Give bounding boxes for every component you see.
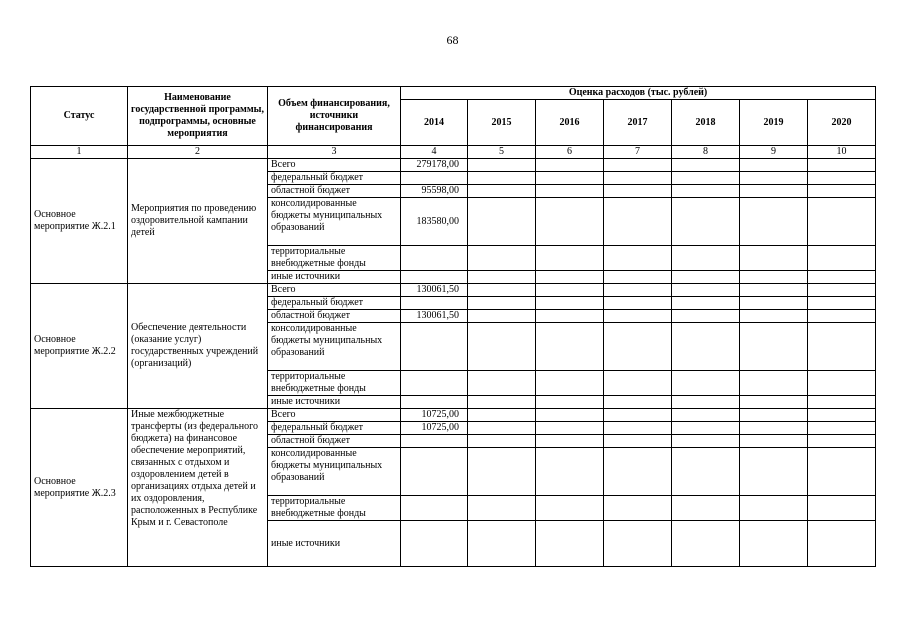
- value-2014-cell: [401, 435, 468, 448]
- empty-value-cell: [740, 409, 808, 422]
- empty-value-cell: [672, 409, 740, 422]
- status-cell: Основное мероприятие Ж.2.2: [31, 284, 128, 409]
- empty-value-cell: [808, 371, 876, 396]
- empty-value-cell: [604, 521, 672, 567]
- empty-value-cell: [808, 297, 876, 310]
- empty-value-cell: [672, 521, 740, 567]
- value-2014-cell: [401, 448, 468, 496]
- source-cell: Всего: [268, 409, 401, 422]
- empty-value-cell: [808, 448, 876, 496]
- value-2014-cell: 279178,00: [401, 159, 468, 172]
- empty-value-cell: [468, 284, 536, 297]
- empty-value-cell: [808, 435, 876, 448]
- empty-value-cell: [672, 310, 740, 323]
- column-number: 2: [128, 146, 268, 159]
- header-year: 2015: [468, 100, 536, 146]
- empty-value-cell: [740, 284, 808, 297]
- empty-value-cell: [808, 159, 876, 172]
- header-year: 2019: [740, 100, 808, 146]
- empty-value-cell: [468, 409, 536, 422]
- empty-value-cell: [672, 297, 740, 310]
- value-2014-cell: [401, 521, 468, 567]
- header-year: 2016: [536, 100, 604, 146]
- empty-value-cell: [536, 246, 604, 271]
- status-cell: Основное мероприятие Ж.2.1: [31, 159, 128, 284]
- column-number: 9: [740, 146, 808, 159]
- empty-value-cell: [604, 496, 672, 521]
- measure-name-cell: Иные межбюджетные трансферты (из федерального бюджета) на финансовое обеспечение мероприятий, связанных с отдыхом и оздоровлением детей в организациях отдыха детей и их оздоровления, расположенных в Республике Крым и г. Севастополе: [128, 409, 268, 567]
- empty-value-cell: [536, 271, 604, 284]
- empty-value-cell: [468, 198, 536, 246]
- source-cell: консолидированные бюджеты муниципальных образований: [268, 448, 401, 496]
- financing-table: [30, 86, 876, 567]
- empty-value-cell: [740, 496, 808, 521]
- empty-value-cell: [536, 159, 604, 172]
- empty-value-cell: [672, 271, 740, 284]
- table-body: [31, 159, 876, 567]
- source-cell: областной бюджет: [268, 310, 401, 323]
- empty-value-cell: [536, 198, 604, 246]
- empty-value-cell: [672, 198, 740, 246]
- column-number: 10: [808, 146, 876, 159]
- empty-value-cell: [468, 435, 536, 448]
- table-row: [31, 409, 876, 422]
- value-2014-cell: 10725,00: [401, 422, 468, 435]
- header-year: 2018: [672, 100, 740, 146]
- empty-value-cell: [604, 435, 672, 448]
- empty-value-cell: [740, 323, 808, 371]
- column-number: 5: [468, 146, 536, 159]
- empty-value-cell: [536, 371, 604, 396]
- source-cell: иные источники: [268, 271, 401, 284]
- empty-value-cell: [536, 496, 604, 521]
- empty-value-cell: [672, 496, 740, 521]
- empty-value-cell: [740, 521, 808, 567]
- column-number: 8: [672, 146, 740, 159]
- empty-value-cell: [808, 396, 876, 409]
- empty-value-cell: [468, 396, 536, 409]
- empty-value-cell: [808, 496, 876, 521]
- column-number: 4: [401, 146, 468, 159]
- value-2014-cell: [401, 271, 468, 284]
- empty-value-cell: [672, 284, 740, 297]
- empty-value-cell: [604, 371, 672, 396]
- empty-value-cell: [672, 396, 740, 409]
- value-2014-cell: [401, 323, 468, 371]
- empty-value-cell: [672, 172, 740, 185]
- source-cell: федеральный бюджет: [268, 297, 401, 310]
- empty-value-cell: [468, 185, 536, 198]
- empty-value-cell: [808, 409, 876, 422]
- source-cell: областной бюджет: [268, 435, 401, 448]
- empty-value-cell: [604, 310, 672, 323]
- empty-value-cell: [672, 448, 740, 496]
- empty-value-cell: [604, 172, 672, 185]
- value-2014-cell: [401, 496, 468, 521]
- empty-value-cell: [604, 198, 672, 246]
- empty-value-cell: [536, 323, 604, 371]
- empty-value-cell: [740, 396, 808, 409]
- column-number-row: [31, 146, 876, 159]
- empty-value-cell: [468, 521, 536, 567]
- header-name: Наименование государственной программы, подпрограммы, основные мероприятия: [128, 87, 268, 146]
- value-2014-cell: 130061,50: [401, 310, 468, 323]
- empty-value-cell: [740, 159, 808, 172]
- empty-value-cell: [808, 310, 876, 323]
- value-2014-cell: 183580,00: [401, 198, 468, 246]
- value-2014-cell: [401, 371, 468, 396]
- empty-value-cell: [468, 172, 536, 185]
- page-number: 68: [446, 33, 459, 47]
- empty-value-cell: [740, 297, 808, 310]
- empty-value-cell: [740, 246, 808, 271]
- source-cell: консолидированные бюджеты муниципальных образований: [268, 198, 401, 246]
- empty-value-cell: [808, 323, 876, 371]
- value-2014-cell: 95598,00: [401, 185, 468, 198]
- empty-value-cell: [672, 246, 740, 271]
- empty-value-cell: [604, 422, 672, 435]
- empty-value-cell: [740, 310, 808, 323]
- empty-value-cell: [672, 422, 740, 435]
- empty-value-cell: [740, 448, 808, 496]
- empty-value-cell: [468, 371, 536, 396]
- empty-value-cell: [468, 271, 536, 284]
- source-cell: иные источники: [268, 521, 401, 567]
- empty-value-cell: [536, 310, 604, 323]
- empty-value-cell: [536, 435, 604, 448]
- empty-value-cell: [536, 521, 604, 567]
- source-cell: областной бюджет: [268, 185, 401, 198]
- empty-value-cell: [468, 323, 536, 371]
- empty-value-cell: [740, 271, 808, 284]
- empty-value-cell: [604, 284, 672, 297]
- empty-value-cell: [536, 422, 604, 435]
- empty-value-cell: [808, 185, 876, 198]
- source-cell: Всего: [268, 159, 401, 172]
- empty-value-cell: [808, 271, 876, 284]
- source-cell: консолидированные бюджеты муниципальных образований: [268, 323, 401, 371]
- empty-value-cell: [740, 422, 808, 435]
- header-year: 2020: [808, 100, 876, 146]
- header-status: Статус: [31, 87, 128, 146]
- value-2014-cell: 10725,00: [401, 409, 468, 422]
- empty-value-cell: [468, 297, 536, 310]
- empty-value-cell: [672, 323, 740, 371]
- empty-value-cell: [604, 323, 672, 371]
- empty-value-cell: [536, 409, 604, 422]
- table-row: [31, 284, 876, 297]
- table-row: [31, 159, 876, 172]
- status-cell: Основное мероприятие Ж.2.3: [31, 409, 128, 567]
- empty-value-cell: [740, 435, 808, 448]
- empty-value-cell: [740, 172, 808, 185]
- column-number: 7: [604, 146, 672, 159]
- empty-value-cell: [468, 246, 536, 271]
- value-2014-cell: [401, 396, 468, 409]
- measure-name-cell: Мероприятия по проведению оздоровительной кампании детей: [128, 159, 268, 284]
- empty-value-cell: [808, 521, 876, 567]
- header-volume: Объем финансирования, источники финансирования: [268, 87, 401, 146]
- empty-value-cell: [808, 198, 876, 246]
- empty-value-cell: [740, 371, 808, 396]
- empty-value-cell: [536, 172, 604, 185]
- empty-value-cell: [604, 409, 672, 422]
- measure-name-cell: Обеспечение деятельности (оказание услуг) государственных учреждений (организаций): [128, 284, 268, 409]
- empty-value-cell: [808, 422, 876, 435]
- empty-value-cell: [672, 371, 740, 396]
- empty-value-cell: [808, 284, 876, 297]
- empty-value-cell: [536, 396, 604, 409]
- empty-value-cell: [672, 185, 740, 198]
- source-cell: территориальные внебюджетные фонды: [268, 246, 401, 271]
- source-cell: Всего: [268, 284, 401, 297]
- empty-value-cell: [808, 172, 876, 185]
- empty-value-cell: [604, 448, 672, 496]
- empty-value-cell: [536, 284, 604, 297]
- empty-value-cell: [468, 310, 536, 323]
- source-cell: территориальные внебюджетные фонды: [268, 496, 401, 521]
- source-cell: федеральный бюджет: [268, 172, 401, 185]
- header-year: 2014: [401, 100, 468, 146]
- empty-value-cell: [672, 435, 740, 448]
- empty-value-cell: [536, 185, 604, 198]
- empty-value-cell: [536, 448, 604, 496]
- empty-value-cell: [604, 297, 672, 310]
- empty-value-cell: [604, 246, 672, 271]
- source-cell: территориальные внебюджетные фонды: [268, 371, 401, 396]
- header-estimate: Оценка расходов (тыс. рублей): [401, 87, 876, 100]
- source-cell: иные источники: [268, 396, 401, 409]
- empty-value-cell: [468, 496, 536, 521]
- value-2014-cell: [401, 246, 468, 271]
- empty-value-cell: [808, 246, 876, 271]
- column-number: 1: [31, 146, 128, 159]
- column-number: 3: [268, 146, 401, 159]
- empty-value-cell: [468, 448, 536, 496]
- empty-value-cell: [672, 159, 740, 172]
- source-cell: федеральный бюджет: [268, 422, 401, 435]
- header-year: 2017: [604, 100, 672, 146]
- value-2014-cell: 130061,50: [401, 284, 468, 297]
- empty-value-cell: [604, 396, 672, 409]
- column-number: 6: [536, 146, 604, 159]
- empty-value-cell: [536, 297, 604, 310]
- empty-value-cell: [604, 159, 672, 172]
- value-2014-cell: [401, 297, 468, 310]
- empty-value-cell: [604, 185, 672, 198]
- empty-value-cell: [740, 185, 808, 198]
- empty-value-cell: [604, 271, 672, 284]
- value-2014-cell: [401, 172, 468, 185]
- empty-value-cell: [740, 198, 808, 246]
- empty-value-cell: [468, 422, 536, 435]
- empty-value-cell: [468, 159, 536, 172]
